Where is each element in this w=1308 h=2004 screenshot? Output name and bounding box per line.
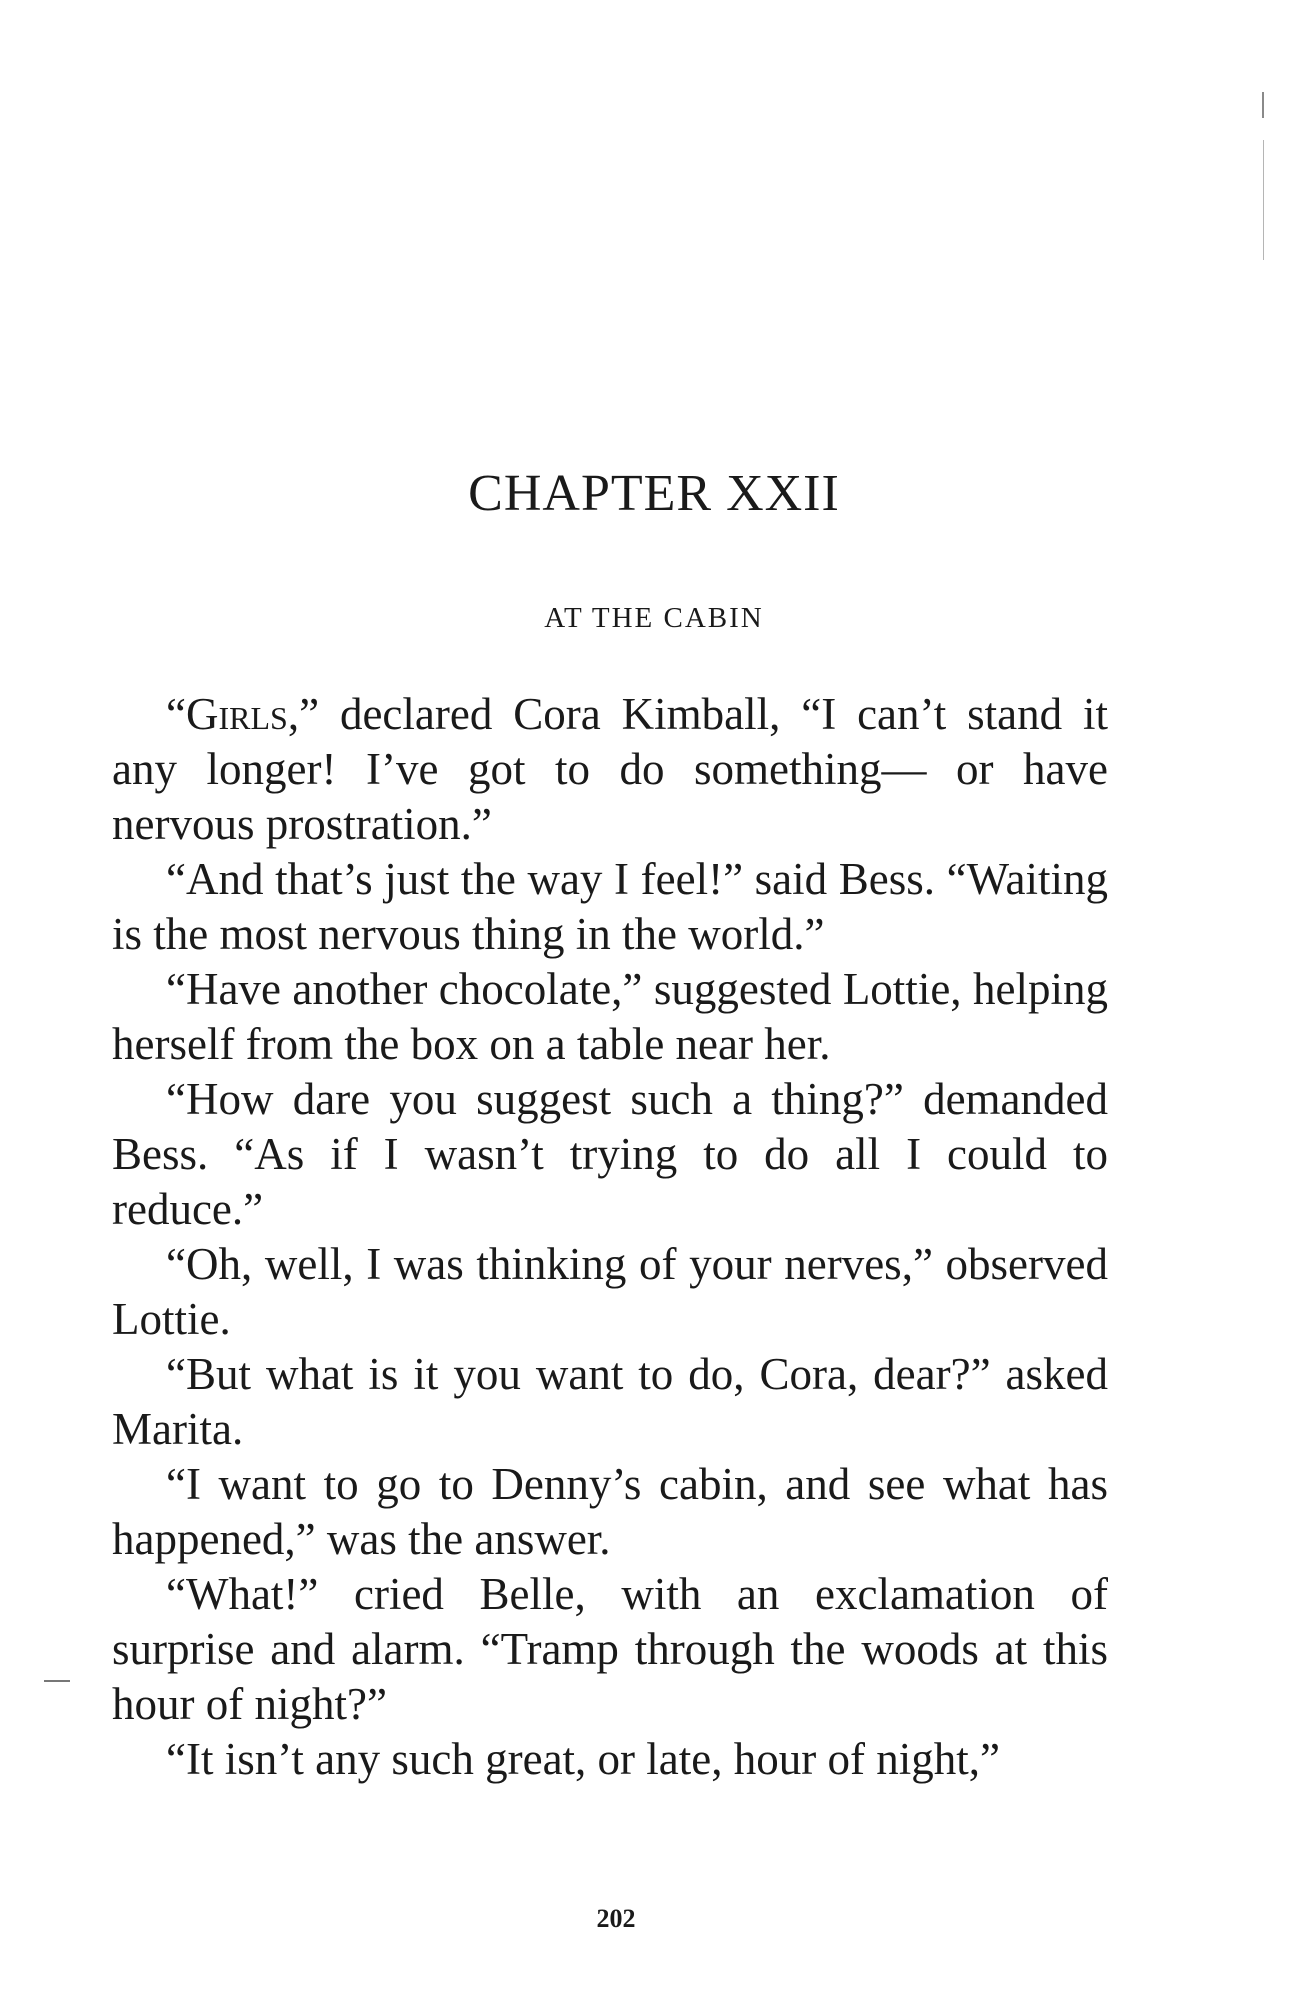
paragraph-text: “What!” cried Belle, with an exclamation of surprise and alarm. “Tramp through the woods at this hour of night?” (112, 1569, 1108, 1729)
paragraph (112, 687, 1108, 852)
chapter-title: CHAPTER XXII (468, 465, 840, 522)
paragraph-text: “And that’s just the way I feel!” said Bess. “Waiting is the most nervous thing in the world.” (112, 854, 1108, 959)
body-text (112, 687, 1108, 1787)
scan-mark (1263, 140, 1264, 260)
paragraph (112, 1347, 1108, 1457)
paragraph (112, 852, 1108, 962)
page-number: 202 (596, 1904, 636, 1933)
scan-mark (44, 1680, 70, 1682)
paragraph (112, 962, 1108, 1072)
scan-mark (1262, 92, 1264, 118)
paragraph-text: “I want to go to Denny’s cabin, and see what has happened,” was the answer. (112, 1459, 1108, 1564)
paragraph-text: “It isn’t any such great, or late, hour of night,” (166, 1734, 1000, 1784)
chapter-subtitle: AT THE CABIN (544, 602, 764, 634)
paragraph (112, 1567, 1108, 1732)
paragraph-text: “Oh, well, I was thinking of your nerves,” observed Lottie. (112, 1239, 1108, 1344)
paragraph-text: declared Cora Kimball, “I can’t stand it any longer! I’ve got to do something— or have nervous prostration.” (112, 689, 1108, 849)
paragraph-text: “Have another chocolate,” suggested Lottie, helping herself from the box on a table near her. (112, 964, 1108, 1069)
paragraph (112, 1732, 1108, 1787)
paragraph (112, 1237, 1108, 1347)
paragraph (112, 1457, 1108, 1567)
paragraph (112, 1072, 1108, 1237)
paragraph-text: “How dare you suggest such a thing?” demanded Bess. “As if I wasn’t trying to do all I could to reduce.” (112, 1074, 1108, 1234)
paragraph-text: “But what is it you want to do, Cora, dear?” asked Marita. (112, 1349, 1108, 1454)
paragraph-lead: “Girls,” (166, 689, 320, 739)
